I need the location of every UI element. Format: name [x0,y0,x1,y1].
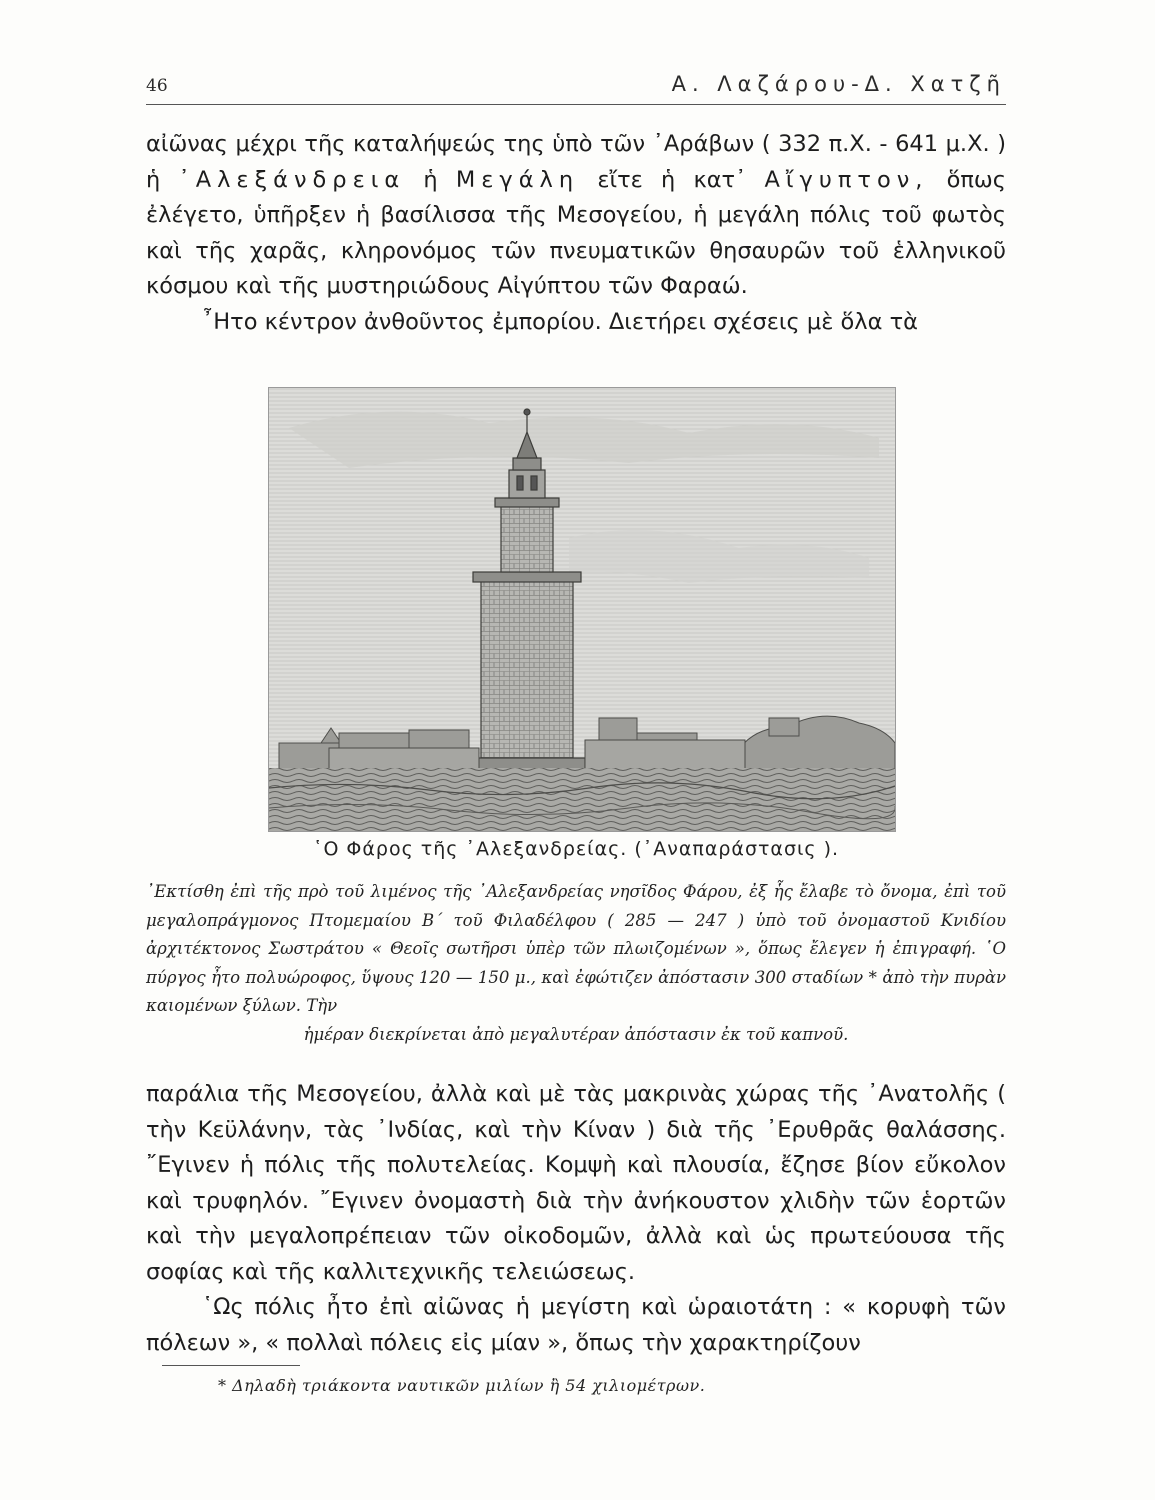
text-run: ὅπως ἐλέγετο, ὑπῆρξεν ἡ βασίλισσα τῆς Μεσογείου, ἡ μεγάλη πόλις τοῦ φωτὸς καὶ τῆς χαρᾶς, κληρονόμος τῶν πνευματικῶν θησαυρῶν τοῦ ἑλληνικοῦ κόσμου καὶ τῆς μυστηριώδους Αἰγύπτου τῶν Φαραώ. [146,166,1006,299]
figure-note-text: ᾿Εκτίσθη ἐπὶ τῆς πρὸ τοῦ λιμένος τῆς ᾿Αλεξανδρείας νησῖδος Φάρου, ἐξ ἧς ἔλαβε τὸ ὄνομα, ἐπὶ τοῦ μεγαλοπράγμονος Πτομεμαίου Β΄ τοῦ Φιλαδέλφου ( 285 — 247 ) ὑπὸ τοῦ ὀνομαστοῦ Κνιδίου ἀρχιτέκτονος Σωστράτου « Θεοῖς σωτῆρσι ὑπὲρ τῶν πλωιζομένων », ὅπως ἔλεγεν ἡ ἐπιγραφή. ῾Ο πύργος ἦτο πολυώροφος, ὕψους 120 — 150 μ., καὶ ἐφώτιζεν ἀπόστασιν 300 σταδίων * ἀπὸ τὴν πυρὰν καιομένων ξύλων. Τὴν [146,882,1006,1015]
paragraph-greatest-city: ῾Ως πόλις ἦτο ἐπὶ αἰῶνας ἡ μεγίστη καὶ ὡραιοτάτη : « κορυφὴ τῶν πόλεων », « πολλαὶ πόλεις εἰς μίαν », ὅπως τὴν χαρακτηρίζουν [146,1294,1006,1356]
page-number: 46 [146,76,168,96]
page-header [146,72,1006,104]
header-rule [146,104,1006,105]
spaced-text-aigypton: Αἴγυπτον, [764,166,929,193]
spaced-text-megali: Μεγάλη [455,166,580,193]
running-head: Α. Λαζάρου-Δ. Χατζῆ [671,72,1006,96]
paragraph-alexandria [146,127,1006,305]
paragraph-luxury: παράλια τῆς Μεσογείου, ἀλλὰ καὶ μὲ τὰς μακρινὰς χώρας τῆς ᾿Ανατολῆς ( τὴν Κεϋλάνην, τὰς ᾿Ινδίας, καὶ τὴν Κίναν ) διὰ τῆς ᾿Ερυθρᾶς θαλάσσης. ῎Εγινεν ἡ πόλις τῆς πολυτελείας. Κομψὴ καὶ πλουσία, ἔζησε βίον εὔκολον καὶ τρυφηλόν. ῎Εγινεν ὀνομαστὴ διὰ τὴν ἀνήκουστον χλιδὴν τῶν ἑορτῶν καὶ τὴν μεγαλοπρέπειαν τῶν οἰκοδομῶν, ἀλλὰ καὶ ὡς πρωτεύουσα τῆς σοφίας καὶ τῆς καλλιτεχνικῆς τελειώσεως. [146,1081,1006,1285]
paragraph-commerce: ῏Ητο κέντρον ἀνθοῦντος ἐμπορίου. Διετήρει σχέσεις μὲ ὅλα τὰ [202,308,918,335]
figure-note-last-line: ἡμέραν διεκρίνεται ἀπὸ μεγαλυτέραν ἀπόστασιν ἐκ τοῦ καπνοῦ. [303,1024,849,1044]
footnote-rule [162,1365,300,1366]
spaced-text-alexandreia: ᾿Αλεξάνδρεια [178,166,406,193]
body-text-bottom [146,1077,1006,1361]
figure-caption: ῾Ο Φάρος τῆς ᾿Αλεξανδρείας. (᾿Αναπαράστασις ). [312,838,840,860]
lighthouse-illustration [268,387,896,832]
footnote: * Δηλαδὴ τριάκοντα ναυτικῶν μιλίων ἢ 54 χιλιομέτρων. [218,1376,706,1395]
text-run: αἰῶνας μέχρι τῆς καταλήψεώς της ὑπὸ τῶν ᾿Αράβων ( 332 π.Χ. - 641 μ.Χ. ) ἡ [146,131,1006,193]
text-run: ἡ [405,166,456,193]
text-run: εἴτε ἡ κατ᾿ [579,166,765,193]
sea [269,768,895,831]
body-text-top [146,127,1006,340]
figure-note [146,878,1006,1049]
